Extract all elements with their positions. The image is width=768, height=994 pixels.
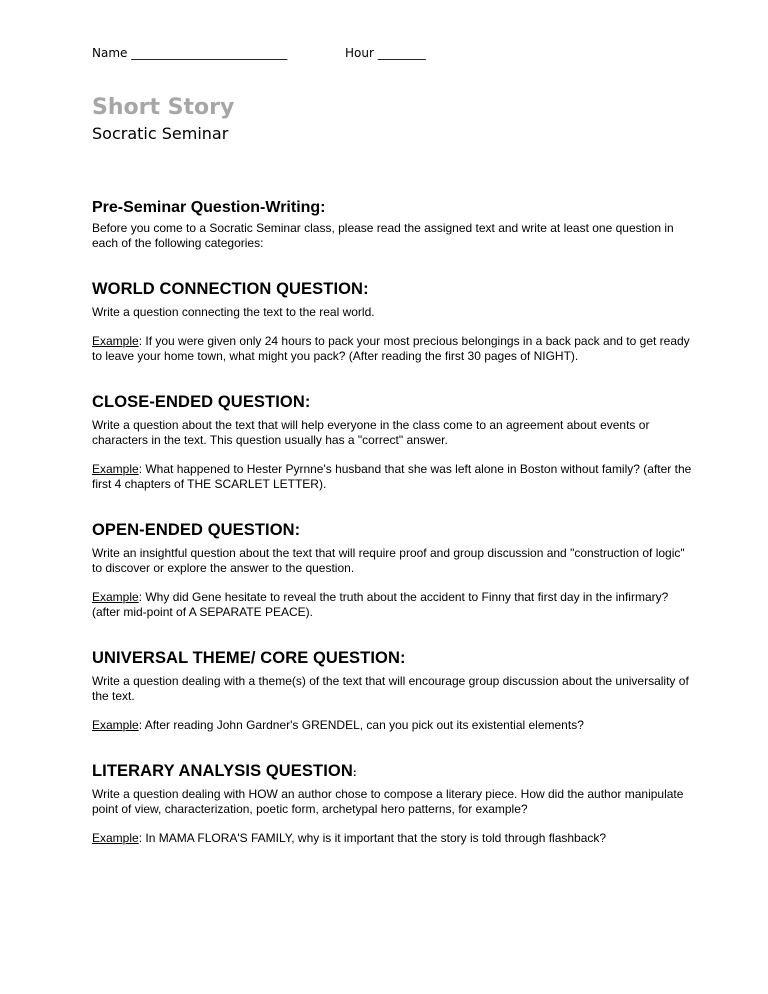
document-title: Short Story [92, 95, 235, 120]
name-field-label: Name __________________________ [92, 46, 288, 60]
section-literary-analysis [92, 762, 692, 846]
section-universal-theme [92, 649, 692, 733]
document-subtitle: Socratic Seminar [92, 124, 229, 143]
example-text: : What happened to Hester Pyrnne's husband that she was left alone in Boston without family? (after the first 4 chapters of THE SCARLET LETTER). [92, 462, 692, 491]
title-block [92, 95, 234, 144]
intro-text: Before you come to a Socratic Seminar class, please read the assigned text and write at least one question in each of the following categories: [92, 221, 674, 250]
example-label: Example [92, 590, 139, 604]
section-example [92, 462, 692, 492]
intro-heading: Pre-Seminar Question-Writing: [92, 199, 326, 216]
section-description: Write a question connecting the text to the real world. [92, 305, 375, 319]
student-info-line [92, 46, 426, 60]
example-label: Example [92, 831, 139, 845]
example-text: : Why did Gene hesitate to reveal the truth about the accident to Finny that first day in the infirmary? (after mid-point of A SEPARATE PEACE). [92, 590, 669, 619]
section-heading: WORLD CONNECTION QUESTION: [92, 280, 369, 298]
section-open-ended [92, 521, 692, 620]
section-example [92, 831, 692, 846]
section-description: Write a question about the text that will help everyone in the class come to an agreement about events or characters in the text. This question usually has a "correct" answer. [92, 418, 650, 447]
section-example [92, 590, 692, 620]
hour-field-label: Hour ________ [345, 46, 426, 60]
section-heading: OPEN-ENDED QUESTION: [92, 521, 301, 539]
section-description: Write a question dealing with a theme(s) of the text that will encourage group discussion about the universality of the text. [92, 674, 689, 703]
section-world-connection [92, 280, 692, 364]
section-description: Write a question dealing with HOW an author chose to compose a literary piece. How did the author manipulate point of view, characterization, poetic form, archetypal hero patterns, for example? [92, 787, 684, 816]
content [92, 198, 692, 846]
intro-section [92, 198, 692, 251]
section-close-ended [92, 393, 692, 492]
example-label: Example [92, 462, 139, 476]
section-heading: UNIVERSAL THEME/ CORE QUESTION: [92, 649, 406, 667]
example-label: Example [92, 718, 139, 732]
section-heading: CLOSE-ENDED QUESTION: [92, 393, 311, 411]
example-text: : After reading John Gardner's GRENDEL, can you pick out its existential elements? [138, 718, 584, 732]
example-text: : In MAMA FLORA'S FAMILY, why is it important that the story is told through flashback? [138, 831, 607, 845]
section-example [92, 718, 692, 733]
example-label: Example [92, 334, 139, 348]
section-description: Write an insightful question about the text that will require proof and group discussion and "construction of logic" to discover or explore the answer to the question. [92, 546, 685, 575]
section-example [92, 334, 692, 364]
section-heading: LITERARY ANALYSIS QUESTION: [92, 762, 357, 780]
example-text: : If you were given only 24 hours to pack your most precious belongings in a back pack and to get ready to leave your home town, what might you pack? (After reading the first 30 pages of NIGHT). [92, 334, 690, 363]
